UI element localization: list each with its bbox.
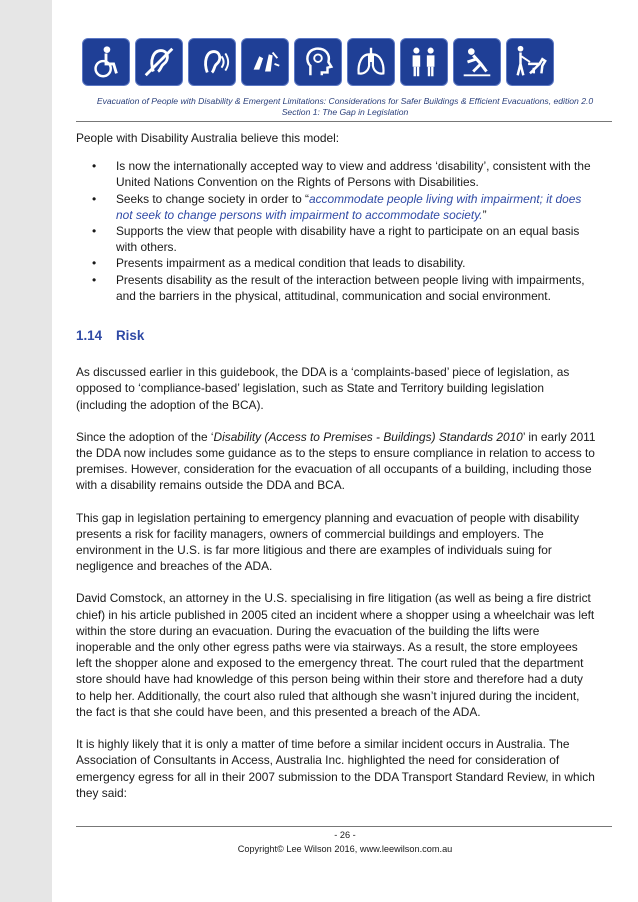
model-bullet-list (76, 158, 596, 304)
left-margin-strip (0, 0, 52, 902)
falling-person-icon (453, 38, 501, 86)
list-item (76, 272, 596, 304)
standards-title: Disability (Access to Premises - Buildings) Standards 2010 (213, 429, 523, 444)
copyright-notice: Copyright© Lee Wilson 2016, www.leewilson.com.au (237, 844, 453, 854)
running-header-title: Evacuation of People with Disability & Emergent Limitations: Considerations for Safer Buildings & Efficient Evacuations, edition 2.0 (96, 96, 594, 106)
cognitive-icon (294, 38, 342, 86)
list-item-quote: accommodate people living with impairment; it does not seek to change persons with impairment to accommodate society. (116, 191, 582, 222)
document-page (52, 0, 638, 902)
list-item (76, 191, 596, 223)
section-heading-risk (76, 328, 596, 344)
wheelchair-icon (82, 38, 130, 86)
family-icon (400, 38, 448, 86)
main-content (76, 130, 596, 801)
accessibility-icon-banner (82, 38, 554, 86)
paragraph-complaints-based: As discussed earlier in this guidebook, the DDA is a ‘complaints-based’ piece of legislation, as opposed to ‘compliance-based’ legislation, such as State and Territory building legislation (including the adoption of the BCA). (76, 365, 570, 412)
paragraph-australia-outlook: It is highly likely that it is only a matter of time before a similar incident occurs in Australia. The Association of Consultants in Access, Australia Inc. highlighted the need for consideration of emergency egress for all in their 2007 submission to the DDA Transport Standard Review, in which they said: (76, 737, 595, 800)
list-item (76, 158, 596, 190)
list-item-text-pre: Seeks to change society in order to “ (116, 191, 309, 206)
lungs-icon (347, 38, 395, 86)
paragraph-text-post: ’ in early 2011 the DDA now includes some guidance as to the steps to ensure compliance in relation to access to premises. However, consideration for the evacuation of all occupants of a building, including those with a disability remains outside the DDA and BCA. (76, 429, 596, 493)
guide-dog-icon (506, 38, 554, 86)
hearing-loop-icon (188, 38, 236, 86)
deaf-icon (135, 38, 183, 86)
section-number: 1.14 (76, 328, 103, 344)
paragraph-comstock-case: David Comstock, an attorney in the U.S. specialising in fire litigation (as well as being a fire district chief) in his article published in 2005 cited an incident where a shopper using a wheelchair was left within the store during an evacuation. During the evacuation of the building the lifts were inoperable and the only other egress paths were via stairways. As a result, the store employees left the shopper alone and exposed to the emergency threat. The court ruled that the department store should have had knowledge of this person being within their store and therefore had a duty to help her. Additionally, the court also ruled that although she wasn’t injured during the incident, the fact is that she could have been, and this presented a breach of the ADA. (76, 591, 595, 719)
paragraph-legislation-gap: This gap in legislation pertaining to emergency planning and evacuation of people with disability presents a risk for facility managers, owners of commercial buildings and employers. The environment in the U.S. is far more litigious and there are examples of individuals suing for negligence and breaches of the ADA. (76, 510, 580, 574)
footer-divider (76, 826, 612, 827)
list-item-text-post: ” (482, 207, 487, 222)
intro-paragraph: People with Disability Australia believe this model: (76, 131, 340, 145)
list-item-text: Presents disability as the result of the interaction between people living with impairments, and the barriers in the physical, attitudinal, communication and social environment. (116, 272, 585, 303)
section-title: Risk (116, 328, 145, 344)
running-header-section: Section 1: The Gap in Legislation (281, 107, 409, 117)
list-item (76, 255, 596, 271)
paragraph-text-pre: Since the adoption of the ‘ (76, 429, 214, 444)
page-number: - 26 - (334, 830, 356, 840)
header-divider (76, 121, 612, 122)
list-item-text: Presents impairment as a medical condition that leads to disability. (116, 256, 466, 271)
paragraph-premises-standards (76, 429, 596, 494)
sign-language-icon (241, 38, 289, 86)
list-item-text: Is now the internationally accepted way to view and address ‘disability’, consistent with the United Nations Convention on the Rights of Persons with Disabilities. (116, 159, 591, 190)
list-item (76, 223, 596, 255)
list-item-text: Supports the view that people with disability have a right to participate on an equal basis with others. (116, 224, 580, 255)
